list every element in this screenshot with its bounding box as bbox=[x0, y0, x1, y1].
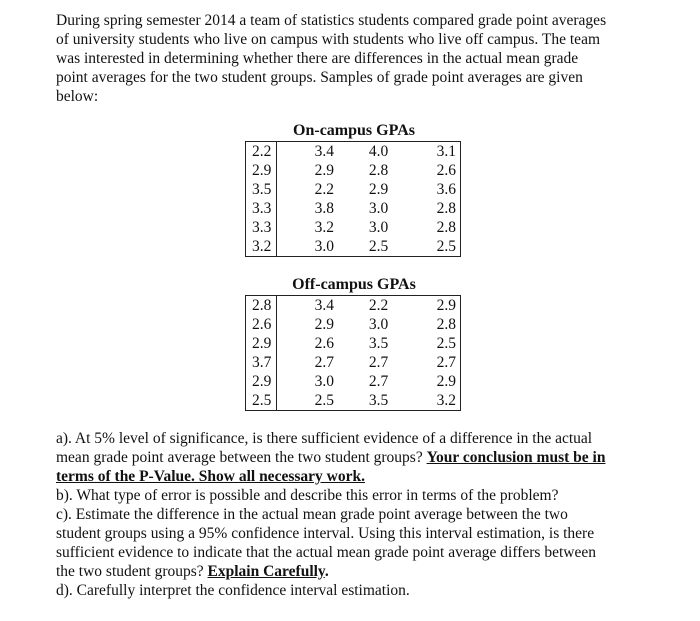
gpa-cell: 3.4 bbox=[314, 143, 334, 160]
question-a-text: mean grade point average between the two student groups? bbox=[56, 449, 427, 466]
gpa-cell: 3.0 bbox=[368, 316, 389, 333]
gpa-cell: 3.5 bbox=[246, 180, 277, 199]
gpa-cell: 2.9 bbox=[314, 162, 334, 179]
gpa-cell: 2.9 bbox=[436, 373, 456, 390]
gpa-cell: 2.7 bbox=[314, 354, 334, 371]
table-row bbox=[246, 237, 461, 257]
on-campus-table bbox=[245, 141, 461, 257]
intro-line: During spring semester 2014 a team of statistics students compared grade point averages bbox=[56, 12, 607, 29]
gpa-cell: 3.0 bbox=[314, 373, 334, 390]
on-campus-title: On-campus GPAs bbox=[293, 122, 415, 139]
gpa-cell: 3.2 bbox=[436, 392, 456, 409]
intro-line: was interested in determining whether there are differences in the actual mean grade bbox=[56, 50, 579, 67]
table-row bbox=[246, 391, 461, 411]
table-row bbox=[246, 218, 461, 237]
question-c-line: student groups using a 95% confidence interval. Using this interval estimation, is there bbox=[56, 525, 595, 542]
gpa-cell: 2.9 bbox=[246, 161, 277, 180]
gpa-cell: 2.8 bbox=[436, 316, 456, 333]
gpa-cell: 2.8 bbox=[436, 219, 456, 236]
gpa-cell: 3.5 bbox=[368, 335, 389, 352]
gpa-cell: 2.5 bbox=[368, 238, 389, 255]
question-c-emphasis: Explain Carefully bbox=[207, 563, 325, 580]
intro-line: of university students who live on campus with students who live off campus. The team bbox=[56, 31, 600, 48]
gpa-cell: 2.6 bbox=[314, 335, 334, 352]
gpa-cell: 2.9 bbox=[246, 372, 277, 391]
table-row bbox=[246, 180, 461, 199]
table-row bbox=[246, 334, 461, 353]
gpa-cell: 2.5 bbox=[246, 391, 277, 411]
gpa-cell: 3.4 bbox=[314, 297, 334, 314]
off-campus-section bbox=[245, 275, 461, 411]
gpa-cell: 2.9 bbox=[246, 334, 277, 353]
question-d-line: d). Carefully interpret the confidence interval estimation. bbox=[56, 582, 410, 599]
gpa-cell: 2.5 bbox=[436, 238, 456, 255]
gpa-cell: 2.6 bbox=[246, 315, 277, 334]
question-a-line: a). At 5% level of significance, is there sufficient evidence of a difference in the actual bbox=[56, 430, 593, 447]
gpa-cell: 2.9 bbox=[314, 316, 334, 333]
gpa-cell: 2.2 bbox=[246, 142, 277, 162]
gpa-cell: 2.6 bbox=[436, 162, 456, 179]
on-campus-section bbox=[245, 121, 461, 257]
question-c-line: c). Estimate the difference in the actual mean grade point average between the two bbox=[56, 506, 568, 523]
off-campus-table bbox=[245, 295, 461, 411]
gpa-cell: 3.6 bbox=[436, 181, 456, 198]
table-row bbox=[246, 142, 461, 162]
gpa-cell: 2.7 bbox=[368, 373, 389, 390]
question-c-line bbox=[56, 562, 666, 581]
question-c-line: sufficient evidence to indicate that the actual mean grade point average differs between bbox=[56, 544, 596, 561]
table-row bbox=[246, 161, 461, 180]
gpa-cell: 3.0 bbox=[314, 238, 334, 255]
intro-line: point averages for the two student groups. Samples of grade point averages are given bbox=[56, 69, 583, 86]
table-row bbox=[246, 296, 461, 316]
gpa-cell: 2.8 bbox=[246, 296, 277, 316]
question-b-line: b). What type of error is possible and describe this error in terms of the problem? bbox=[56, 487, 559, 504]
gpa-cell: 2.2 bbox=[314, 181, 334, 198]
gpa-cell: 2.8 bbox=[436, 200, 456, 217]
problem-statement bbox=[56, 11, 656, 106]
questions bbox=[56, 429, 666, 600]
gpa-cell: 2.7 bbox=[436, 354, 456, 371]
gpa-cell: 3.7 bbox=[246, 353, 277, 372]
gpa-cell: 3.0 bbox=[368, 200, 389, 217]
gpa-cell: 2.5 bbox=[314, 392, 334, 409]
off-campus-title: Off-campus GPAs bbox=[292, 276, 416, 293]
table-row bbox=[246, 353, 461, 372]
question-a-emphasis: terms of the P-Value. Show all necessary work. bbox=[56, 468, 365, 485]
gpa-cell: 2.9 bbox=[436, 297, 456, 314]
gpa-cell: 3.3 bbox=[246, 218, 277, 237]
question-c-period: . bbox=[324, 563, 329, 580]
question-c-text: the two student groups? bbox=[56, 563, 208, 580]
gpa-cell: 3.8 bbox=[314, 200, 334, 217]
gpa-cell: 2.8 bbox=[368, 162, 389, 179]
question-a-emphasis: Your conclusion must be in bbox=[426, 449, 606, 466]
gpa-cell: 3.2 bbox=[246, 237, 277, 257]
gpa-cell: 3.5 bbox=[368, 392, 389, 409]
gpa-cell: 2.5 bbox=[436, 335, 456, 352]
gpa-cell: 4.0 bbox=[368, 143, 389, 160]
gpa-cell: 3.3 bbox=[246, 199, 277, 218]
gpa-cell: 3.0 bbox=[368, 219, 389, 236]
table-row bbox=[246, 199, 461, 218]
table-row bbox=[246, 372, 461, 391]
gpa-cell: 2.9 bbox=[368, 181, 389, 198]
table-row bbox=[246, 315, 461, 334]
gpa-cell: 2.7 bbox=[368, 354, 389, 371]
gpa-cell: 2.2 bbox=[368, 297, 389, 314]
gpa-cell: 3.2 bbox=[314, 219, 334, 236]
gpa-cell: 3.1 bbox=[436, 143, 456, 160]
intro-line: below: bbox=[56, 88, 99, 105]
question-a-line bbox=[56, 448, 666, 467]
